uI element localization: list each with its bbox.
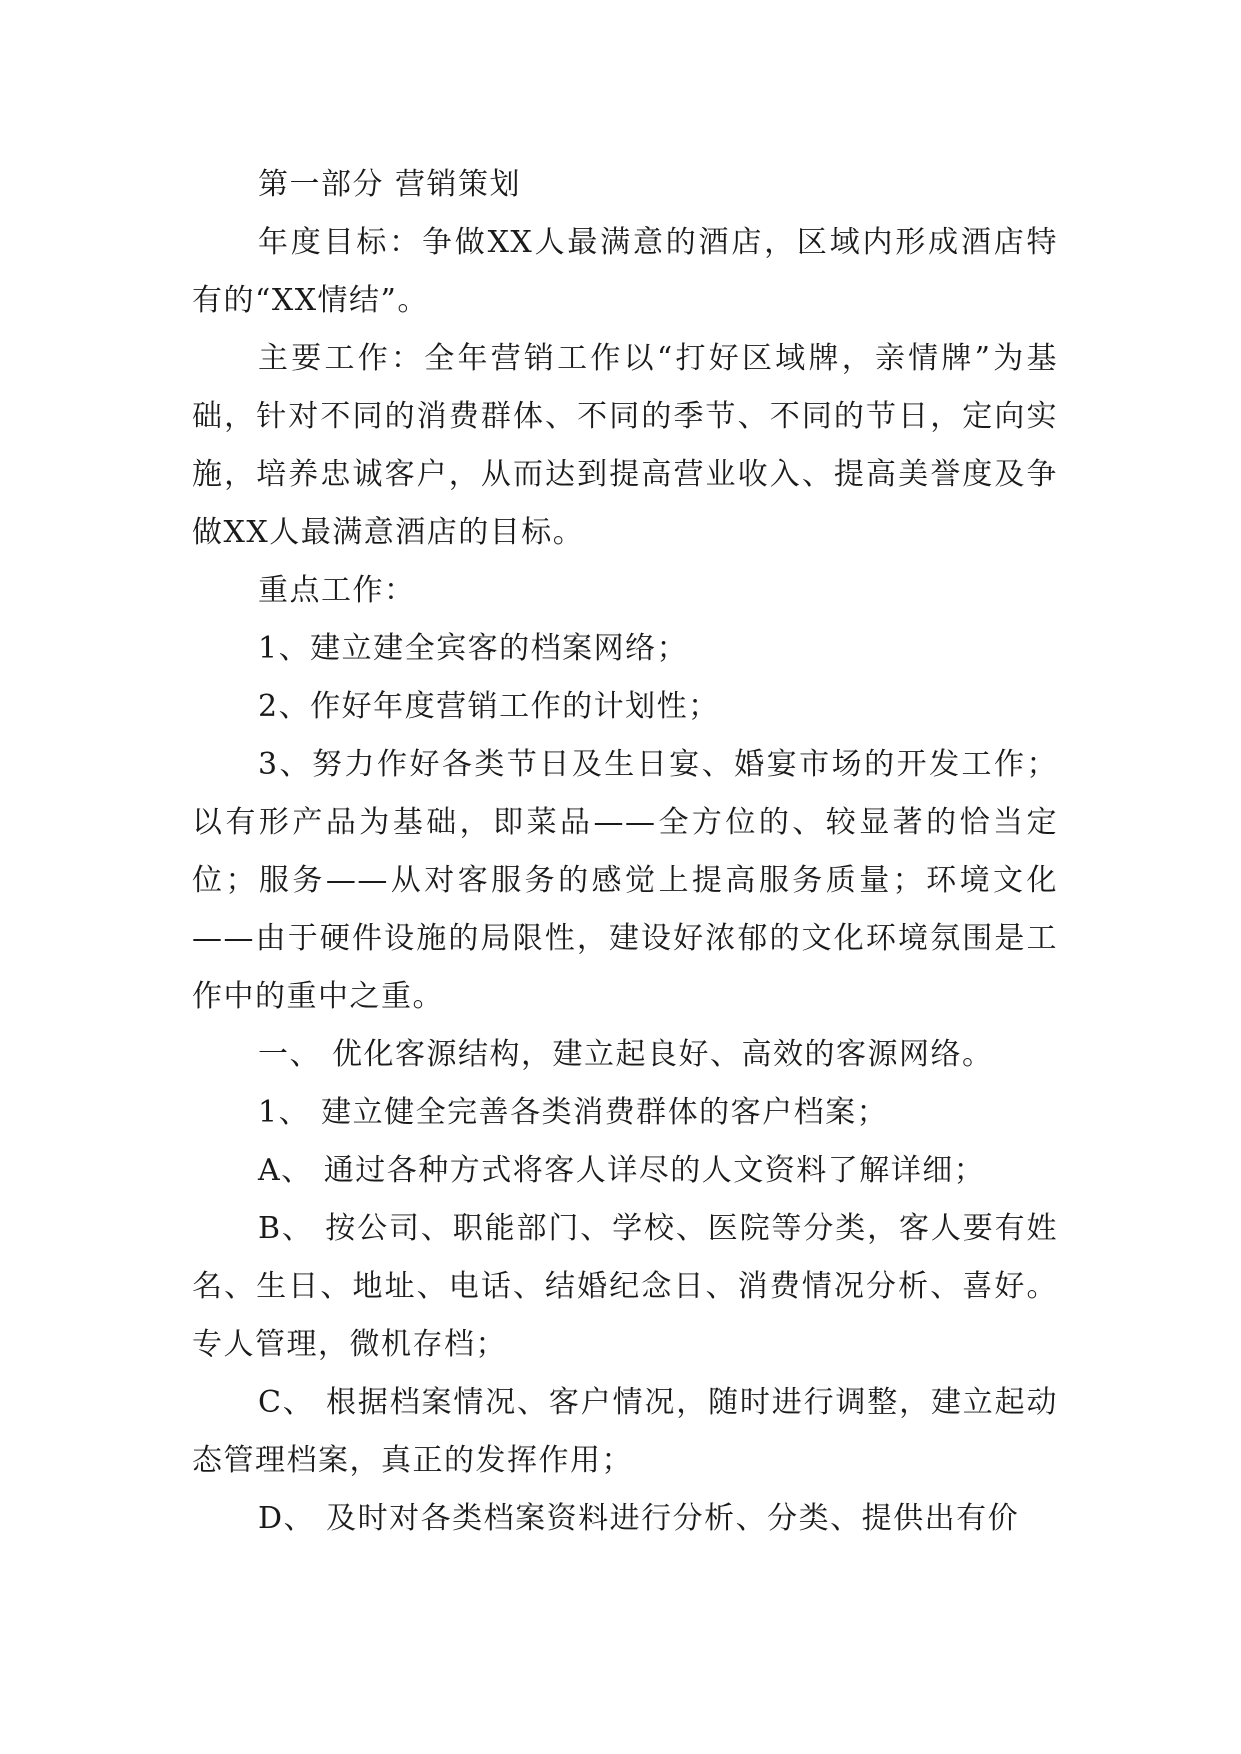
subsection-heading-1: 一、 优化客源结构，建立起良好、高效的客源网络。 (258, 1037, 994, 1072)
key-work-item-1: 1、建立建全宾客的档案网络； (258, 631, 689, 666)
subsection-item-a: A、 通过各种方式将客人详尽的人文资料了解详细； (258, 1153, 986, 1188)
document-body (192, 156, 1058, 1548)
key-work-item-2: 2、作好年度营销工作的计划性； (258, 689, 720, 724)
subsection-item-c: C、 根据档案情况、客户情况，随时进行调整，建立起动态管理档案，真正的发挥作用； (192, 1385, 1058, 1478)
subsection-item-1: 1、 建立健全完善各类消费群体的客户档案； (258, 1095, 889, 1130)
key-work-heading: 重点工作： (258, 573, 416, 608)
key-work-item-3: 3、努力作好各类节日及生日宴、婚宴市场的开发工作；以有形产品为基础，即菜品——全方位的、较显著的恰当定位；服务——从对客服务的感觉上提高服务质量；环境文化——由于硬件设施的局限性，建设好浓郁的文化环境氛围是工作中的重中之重。 (192, 747, 1058, 1014)
subsection-item-b: B、 按公司、职能部门、学校、医院等分类，客人要有姓名、生日、地址、电话、结婚纪念日、消费情况分析、喜好。专人管理，微机存档； (192, 1211, 1058, 1362)
section-heading: 第一部分 营销策划 (258, 167, 522, 202)
annual-goal-paragraph: 年度目标：争做XX人最满意的酒店，区域内形成酒店特有的“XX情结”。 (192, 225, 1058, 318)
subsection-item-d: D、 及时对各类档案资料进行分析、分类、提供出有价 (258, 1501, 1020, 1536)
main-work-paragraph: 主要工作：全年营销工作以“打好区域牌，亲情牌”为基础，针对不同的消费群体、不同的季节、不同的节日，定向实施，培养忠诚客户，从而达到提高营业收入、提高美誉度及争做XX人最满意酒店的目标。 (192, 341, 1058, 550)
